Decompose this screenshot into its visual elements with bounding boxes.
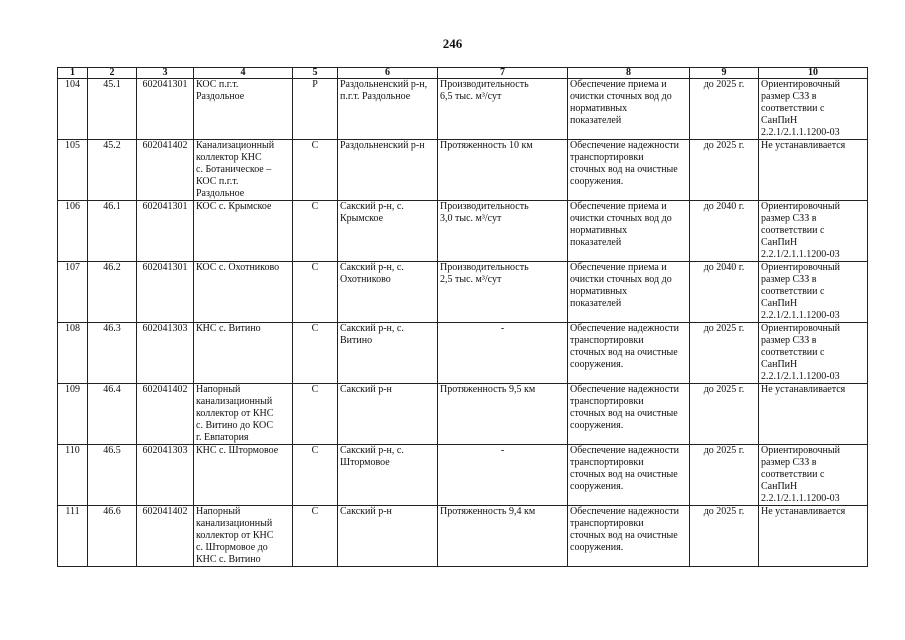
table-cell-col-10: Ориентировочный размер СЗЗ в соответствии с СанПиН 2.2.1/2.1.1.1200-03 xyxy=(759,445,868,506)
table-cell-col-9: до 2040 г. xyxy=(690,262,759,323)
table-row xyxy=(58,506,868,567)
table-row xyxy=(58,140,868,201)
table-cell-col-9: до 2025 г. xyxy=(690,79,759,140)
table-row xyxy=(58,323,868,384)
table-cell-col-10: Не устанавливается xyxy=(759,506,868,567)
registry-table xyxy=(57,67,868,567)
table-cell-col-10: Ориентировочный размер СЗЗ в соответствии с СанПиН 2.2.1/2.1.1.1200-03 xyxy=(759,262,868,323)
table-row xyxy=(58,262,868,323)
table-cell-col-7: Протяженность 9,5 км xyxy=(438,384,568,445)
table-cell-col-4: Напорный канализационный коллектор от КНС с. Витино до КОС г. Евпатория xyxy=(194,384,293,445)
table-cell-col-9: до 2025 г. xyxy=(690,140,759,201)
table-cell-col-6: Сакский р-н xyxy=(338,506,438,567)
header-cell: 4 xyxy=(194,68,293,79)
table-cell-col-9: до 2025 г. xyxy=(690,323,759,384)
table-cell-col-7: - xyxy=(438,445,568,506)
table-cell-col-5: С xyxy=(293,201,338,262)
table-cell-col-3: 602041303 xyxy=(137,323,194,384)
table-cell-col-9: до 2025 г. xyxy=(690,384,759,445)
table-cell-col-1: 104 xyxy=(58,79,88,140)
table-cell-col-5: С xyxy=(293,140,338,201)
table-row xyxy=(58,445,868,506)
table-cell-col-8: Обеспечение надежности транспортировки сточных вод на очистные сооружения. xyxy=(568,384,690,445)
header-cell: 8 xyxy=(568,68,690,79)
table-cell-col-2: 46.3 xyxy=(88,323,137,384)
table-cell-col-4: КОС с. Охотниково xyxy=(194,262,293,323)
table-cell-col-5: С xyxy=(293,384,338,445)
table-cell-col-5: С xyxy=(293,323,338,384)
table-cell-col-1: 111 xyxy=(58,506,88,567)
table-cell-col-9: до 2025 г. xyxy=(690,506,759,567)
page-number: 246 xyxy=(442,36,463,51)
header-cell: 10 xyxy=(759,68,868,79)
table-cell-col-7: Производительность 3,0 тыс. м³/сут xyxy=(438,201,568,262)
table-cell-col-4: КНС с. Штормовое xyxy=(194,445,293,506)
table-cell-col-6: Сакский р-н, с. Витино xyxy=(338,323,438,384)
table-cell-col-7: - xyxy=(438,323,568,384)
table-cell-col-6: Сакский р-н, с. Крымское xyxy=(338,201,438,262)
table-cell-col-5: С xyxy=(293,262,338,323)
table-cell-col-1: 105 xyxy=(58,140,88,201)
table-cell-col-4: Канализационный коллектор КНС с. Ботаническое – КОС п.г.т. Раздольное xyxy=(194,140,293,201)
table-cell-col-3: 602041402 xyxy=(137,140,194,201)
table-cell-col-2: 45.1 xyxy=(88,79,137,140)
table-cell-col-7: Производительность 6,5 тыс. м³/сут xyxy=(438,79,568,140)
table-cell-col-6: Раздольненский р-н xyxy=(338,140,438,201)
table-cell-col-2: 46.1 xyxy=(88,201,137,262)
table-cell-col-8: Обеспечение надежности транспортировки сточных вод на очистные сооружения. xyxy=(568,140,690,201)
table-cell-col-4: КНС с. Витино xyxy=(194,323,293,384)
table-cell-col-6: Сакский р-н xyxy=(338,384,438,445)
table-row xyxy=(58,201,868,262)
header-cell: 3 xyxy=(137,68,194,79)
table-cell-col-10: Ориентировочный размер СЗЗ в соответствии с СанПиН 2.2.1/2.1.1.1200-03 xyxy=(759,201,868,262)
table-cell-col-4: Напорный канализационный коллектор от КНС с. Штормовое до КНС с. Витино xyxy=(194,506,293,567)
table-cell-col-7: Производительность 2,5 тыс. м³/сут xyxy=(438,262,568,323)
table-cell-col-2: 46.5 xyxy=(88,445,137,506)
table-cell-col-1: 108 xyxy=(58,323,88,384)
table-cell-col-9: до 2025 г. xyxy=(690,445,759,506)
table-cell-col-8: Обеспечение приема и очистки сточных вод до нормативных показателей xyxy=(568,79,690,140)
table-cell-col-5: Р xyxy=(293,79,338,140)
table-cell-col-6: Раздольненский р-н, п.г.т. Раздольное xyxy=(338,79,438,140)
table-row xyxy=(58,79,868,140)
table-cell-col-10: Не устанавливается xyxy=(759,384,868,445)
table-cell-col-6: Сакский р-н, с. Штормовое xyxy=(338,445,438,506)
table-cell-col-8: Обеспечение надежности транспортировки сточных вод на очистные сооружения. xyxy=(568,506,690,567)
table-cell-col-3: 602041301 xyxy=(137,79,194,140)
table-cell-col-3: 602041303 xyxy=(137,445,194,506)
header-cell: 6 xyxy=(338,68,438,79)
table-cell-col-5: С xyxy=(293,445,338,506)
table-cell-col-1: 110 xyxy=(58,445,88,506)
header-cell: 9 xyxy=(690,68,759,79)
table-cell-col-2: 46.6 xyxy=(88,506,137,567)
table-cell-col-1: 109 xyxy=(58,384,88,445)
header-cell: 5 xyxy=(293,68,338,79)
table-cell-col-2: 45.2 xyxy=(88,140,137,201)
table-cell-col-5: С xyxy=(293,506,338,567)
table-cell-col-8: Обеспечение приема и очистки сточных вод до нормативных показателей xyxy=(568,201,690,262)
table-cell-col-10: Не устанавливается xyxy=(759,140,868,201)
header-cell: 7 xyxy=(438,68,568,79)
header-cell: 2 xyxy=(88,68,137,79)
table-cell-col-9: до 2040 г. xyxy=(690,201,759,262)
table-cell-col-7: Протяженность 9,4 км xyxy=(438,506,568,567)
table-cell-col-3: 602041402 xyxy=(137,384,194,445)
table-cell-col-1: 107 xyxy=(58,262,88,323)
table-cell-col-3: 602041301 xyxy=(137,262,194,323)
table-cell-col-6: Сакский р-н, с. Охотниково xyxy=(338,262,438,323)
table-cell-col-8: Обеспечение надежности транспортировки сточных вод на очистные сооружения. xyxy=(568,323,690,384)
table-cell-col-3: 602041301 xyxy=(137,201,194,262)
header-row xyxy=(58,68,868,79)
table-cell-col-1: 106 xyxy=(58,201,88,262)
table-cell-col-2: 46.4 xyxy=(88,384,137,445)
table-row xyxy=(58,384,868,445)
table-cell-col-2: 46.2 xyxy=(88,262,137,323)
table-cell-col-8: Обеспечение приема и очистки сточных вод до нормативных показателей xyxy=(568,262,690,323)
table-cell-col-4: КОС п.г.т. Раздольное xyxy=(194,79,293,140)
table-cell-col-10: Ориентировочный размер СЗЗ в соответствии с СанПиН 2.2.1/2.1.1.1200-03 xyxy=(759,79,868,140)
header-cell: 1 xyxy=(58,68,88,79)
table-cell-col-3: 602041402 xyxy=(137,506,194,567)
table-cell-col-7: Протяженность 10 км xyxy=(438,140,568,201)
table-body xyxy=(58,68,868,567)
table-cell-col-10: Ориентировочный размер СЗЗ в соответствии с СанПиН 2.2.1/2.1.1.1200-03 xyxy=(759,323,868,384)
table-cell-col-4: КОС с. Крымское xyxy=(194,201,293,262)
table-cell-col-8: Обеспечение надежности транспортировки сточных вод на очистные сооружения. xyxy=(568,445,690,506)
